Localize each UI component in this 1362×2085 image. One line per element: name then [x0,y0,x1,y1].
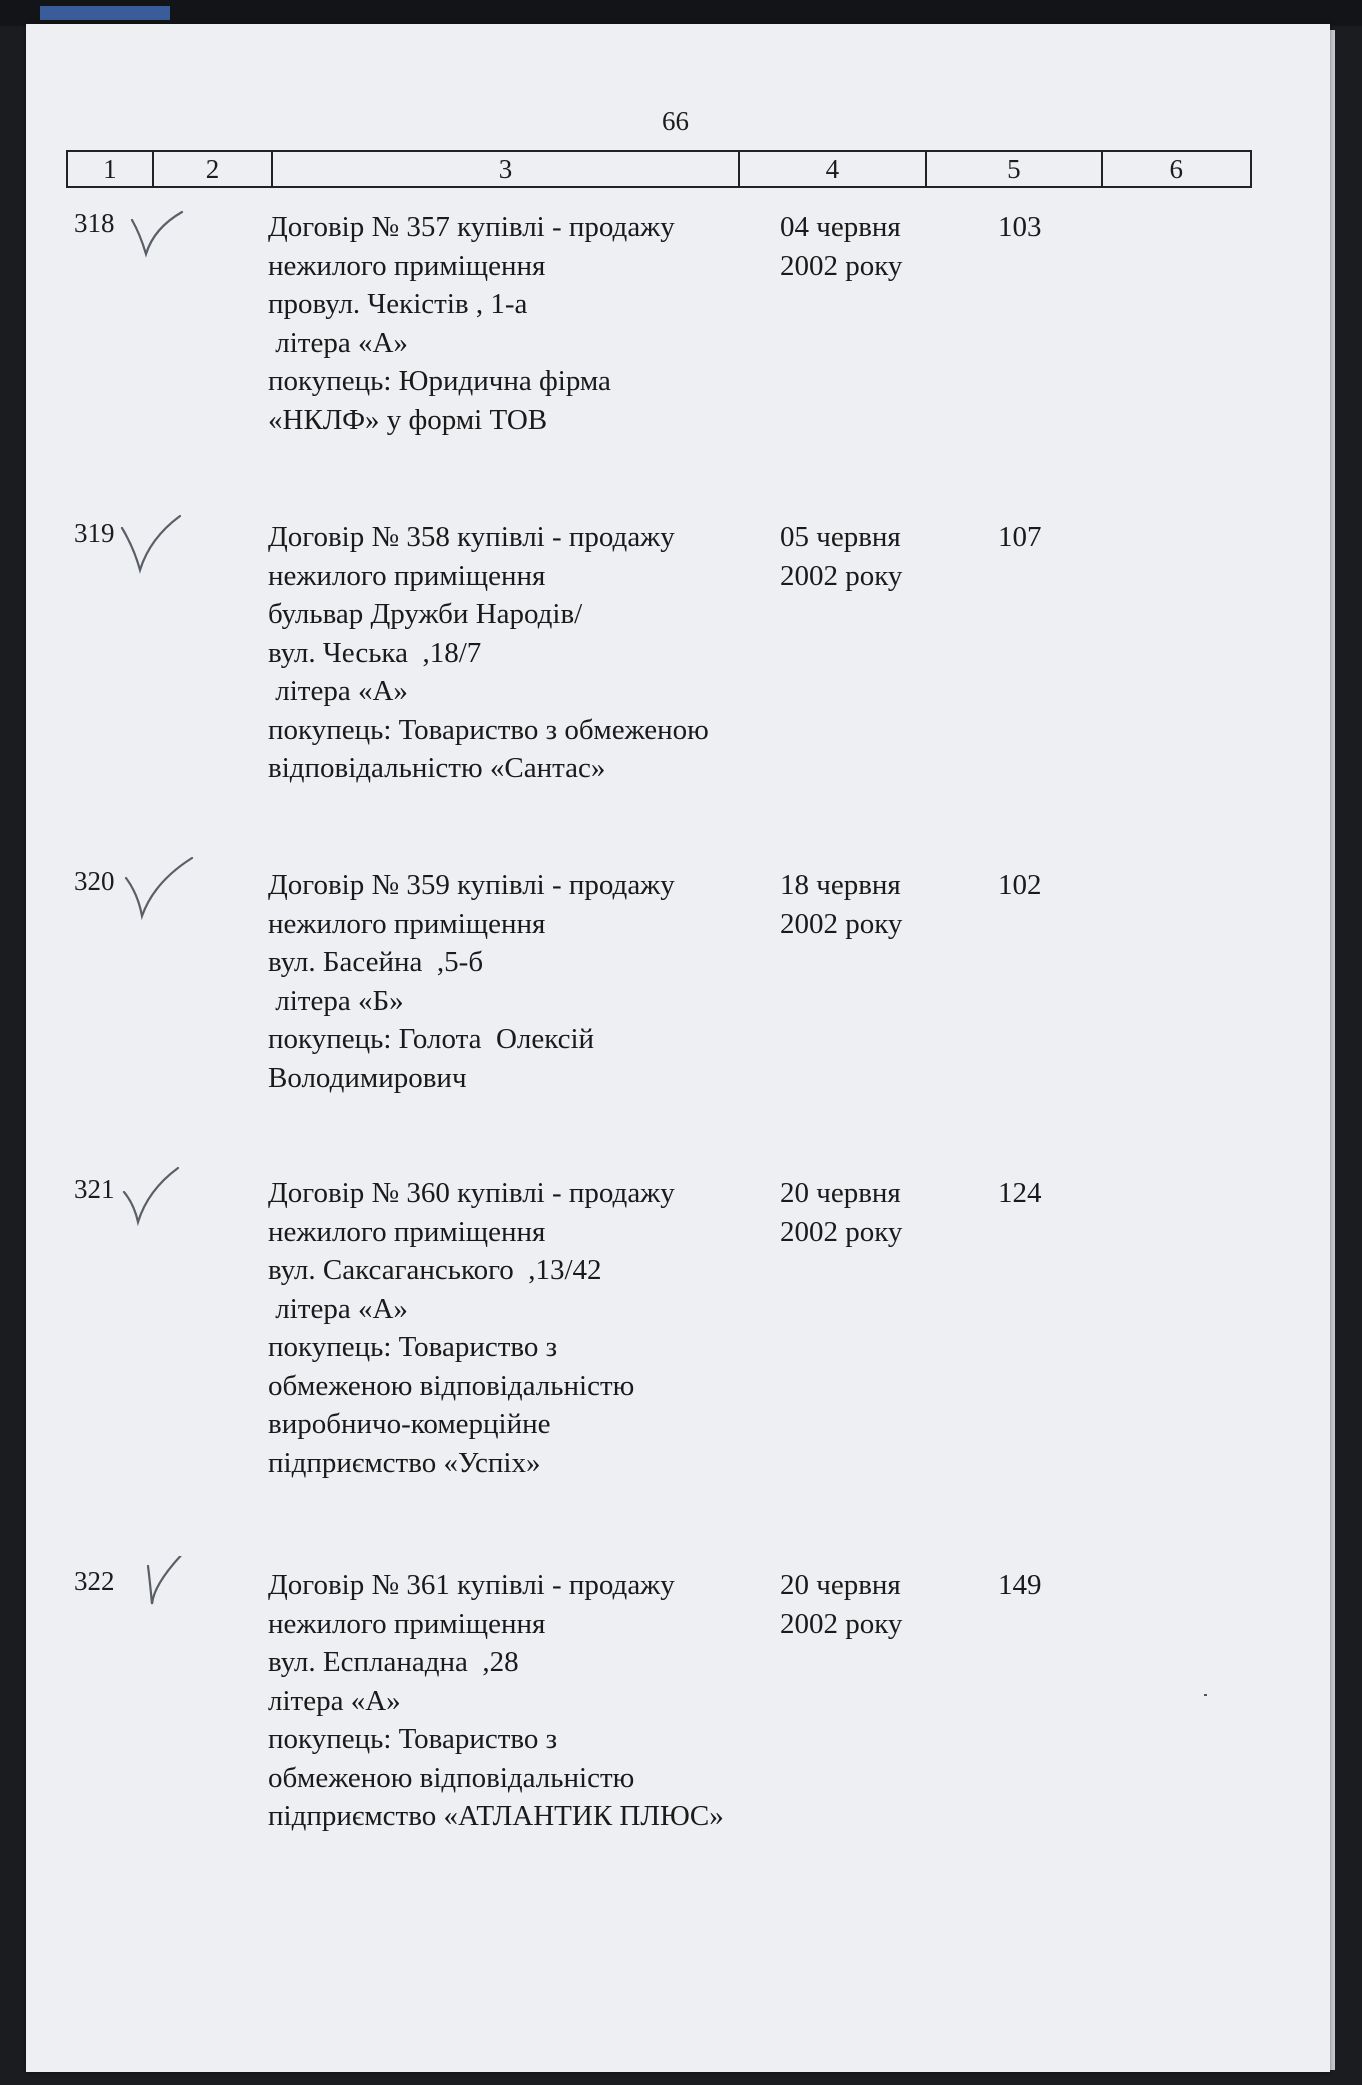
text-line: обмеженою відповідальністю [268,1369,635,1402]
text-line: нежилого приміщення [268,249,546,282]
entry-description [268,1566,724,1836]
entry-date [780,518,902,595]
header-col-1: 1 [68,152,154,186]
header-col-5: 5 [927,152,1102,186]
text-line: вул. Саксаганського ,13/42 [268,1254,602,1286]
text-line: покупець: Юридична фірма [268,365,611,397]
text-line: літера «Б» [268,984,404,1017]
text-line: виробничо-комерційне [268,1408,551,1440]
checkmark-icon [120,856,210,936]
text-line: «НКЛФ» у формі ТОВ [268,403,548,436]
table-header [66,150,1252,188]
text-line: літера «А» [268,1292,408,1325]
entry-description [268,208,675,439]
text-line: Договір № 361 купівлі - продажу [268,1569,675,1601]
entry-date [780,1566,902,1643]
text-line: підприємство «Успіх» [268,1446,541,1479]
text-line: 05 червня [780,521,901,553]
entry-number: 321 [74,1174,115,1204]
entry-date [780,208,902,285]
entry-description [268,866,675,1097]
entry-date [780,1174,902,1251]
text-line: нежилого приміщення [268,1215,546,1248]
header-col-2: 2 [154,152,274,186]
document-page [26,24,1330,2072]
scan-blue-strip [40,6,170,20]
entry-pages: 107 [998,521,1042,553]
text-line: нежилого приміщення [268,559,546,592]
checkmark-icon [120,1556,200,1656]
text-line: відповідальністю «Сантас» [268,752,606,784]
entry-pages: 124 [998,1177,1042,1209]
entry-description [268,1174,675,1482]
text-line: Договір № 357 купівлі - продажу [268,211,675,243]
text-line: 2002 року [780,559,903,592]
text-line: покупець: Товариство з [268,1331,558,1363]
entry-description [268,518,709,788]
text-line: бульвар Дружби Народів/ [268,598,583,630]
text-line: підприємство «АТЛАНТИК ПЛЮС» [268,1800,724,1832]
text-line: 2002 року [780,907,903,940]
entry-number: 318 [74,208,115,238]
text-line: 20 червня [780,1177,901,1209]
entry-number: 319 [74,518,115,548]
checkmark-icon [120,1164,200,1234]
text-line: 2002 року [780,249,903,282]
text-line: провул. Чекістів , 1-а [268,288,528,320]
entry-number: 320 [74,866,115,896]
text-line: обмеженою відповідальністю [268,1761,635,1794]
text-line: літера «А» [268,1684,401,1717]
text-line: літера «А» [268,675,408,707]
text-line: нежилого приміщення [268,907,546,940]
page-number: 66 [662,106,689,136]
ink-dot [1204,1694,1207,1696]
text-line: 20 червня [780,1569,901,1601]
header-col-3: 3 [273,152,739,186]
text-line: вул. Еспланадна ,28 [268,1646,519,1678]
text-line: покупець: Товариство з обмеженою [268,713,709,746]
scan-background [0,0,1362,26]
text-line: покупець: Голота Олексій [268,1023,595,1055]
text-line: 18 червня [780,869,901,901]
checkmark-icon [120,198,200,268]
text-line: літера «А» [268,326,408,359]
text-line: вул. Чеська ,18/7 [268,636,482,669]
text-line: 2002 року [780,1215,903,1248]
text-line: Договір № 358 купівлі - продажу [268,521,675,553]
text-line: Договір № 359 купівлі - продажу [268,869,675,901]
text-line: покупець: Товариство з [268,1723,558,1755]
entry-pages: 102 [998,869,1042,901]
header-col-4: 4 [740,152,927,186]
checkmark-icon [120,508,200,588]
text-line: Договір № 360 купівлі - продажу [268,1177,675,1209]
text-line: 04 червня [780,211,901,243]
entry-date [780,866,902,943]
entry-number: 322 [74,1566,115,1596]
header-col-6: 6 [1169,154,1184,184]
text-line: 2002 року [780,1607,903,1640]
text-line: вул. Басейна ,5-б [268,946,484,978]
entry-pages: 103 [998,211,1042,243]
entry-pages: 149 [998,1569,1042,1601]
text-line: Володимирович [268,1061,467,1094]
text-line: нежилого приміщення [268,1607,546,1640]
